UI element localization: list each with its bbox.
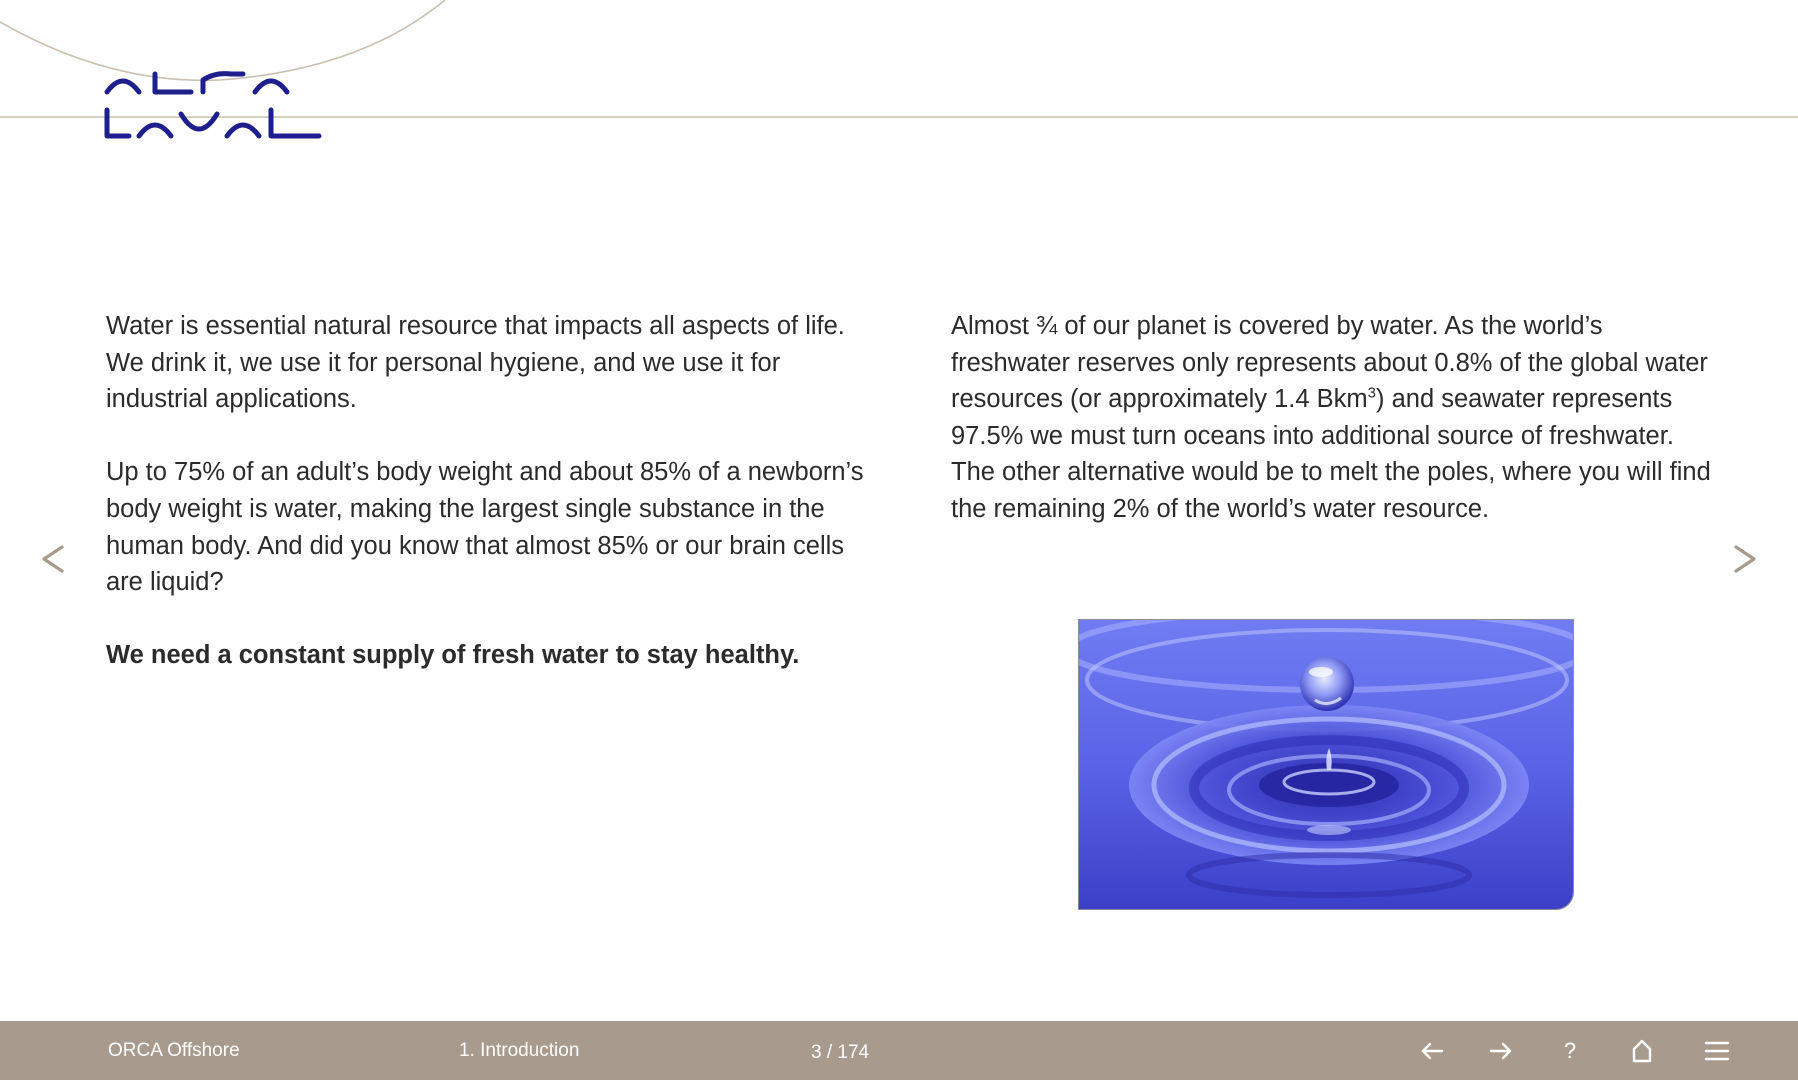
planet-water-text-b: ) and seawater represents 97.5% we must turn oceans into additional source of freshwater. The other alternative would be to melt the poles, where you will find the remaining 2% of the world’s water resource. <box>951 385 1711 523</box>
key-message: We need a constant supply of fresh water to stay healthy. <box>106 641 800 670</box>
help-button[interactable] <box>1554 1035 1586 1067</box>
menu-icon <box>1701 1035 1733 1067</box>
water-drop-image <box>1078 619 1574 910</box>
left-text-column <box>106 308 866 711</box>
logo-mark <box>103 70 323 146</box>
chevron-left-icon <box>34 535 74 581</box>
header-arc <box>0 0 445 80</box>
forward-button[interactable] <box>1485 1035 1517 1067</box>
chevron-right-icon <box>1724 535 1764 581</box>
back-button[interactable] <box>1416 1035 1448 1067</box>
alfa-laval-logo <box>103 70 323 146</box>
arrow-right-icon <box>1485 1035 1517 1067</box>
chapter-title[interactable]: 1. Introduction <box>459 1040 580 1061</box>
superscript-three: 3 <box>1367 384 1376 402</box>
planet-water-paragraph <box>951 308 1711 528</box>
home-icon <box>1626 1035 1658 1067</box>
previous-page-button[interactable] <box>34 535 74 581</box>
footer-bar <box>0 1021 1798 1080</box>
page-indicator: 3 / 174 <box>811 1042 870 1063</box>
help-glyph: ? <box>1563 1038 1577 1063</box>
help-icon <box>1554 1035 1586 1067</box>
water-drop-illustration <box>1079 620 1574 910</box>
arrow-left-icon <box>1416 1035 1448 1067</box>
menu-button[interactable] <box>1701 1035 1733 1067</box>
intro-paragraph: Water is essential natural resource that impacts all aspects of life. We drink it, we use it for personal hygiene, and we use it for industrial applications. <box>106 312 845 414</box>
next-page-button[interactable] <box>1724 535 1764 581</box>
body-water-paragraph: Up to 75% of an adult’s body weight and about 85% of a newborn’s body weight is water, making the largest single substance in the human body. And did you know that almost 85% or our brain cells are liquid? <box>106 458 864 597</box>
home-button[interactable] <box>1626 1035 1658 1067</box>
planet-water-text-a: Almost ¾ of our planet is covered by water. As the world’s freshwater reserves only represents about 0.8% of the global water resources (or approximately 1.4 Bkm <box>951 312 1708 414</box>
course-title: ORCA Offshore <box>108 1040 240 1061</box>
right-text-column <box>951 308 1711 564</box>
